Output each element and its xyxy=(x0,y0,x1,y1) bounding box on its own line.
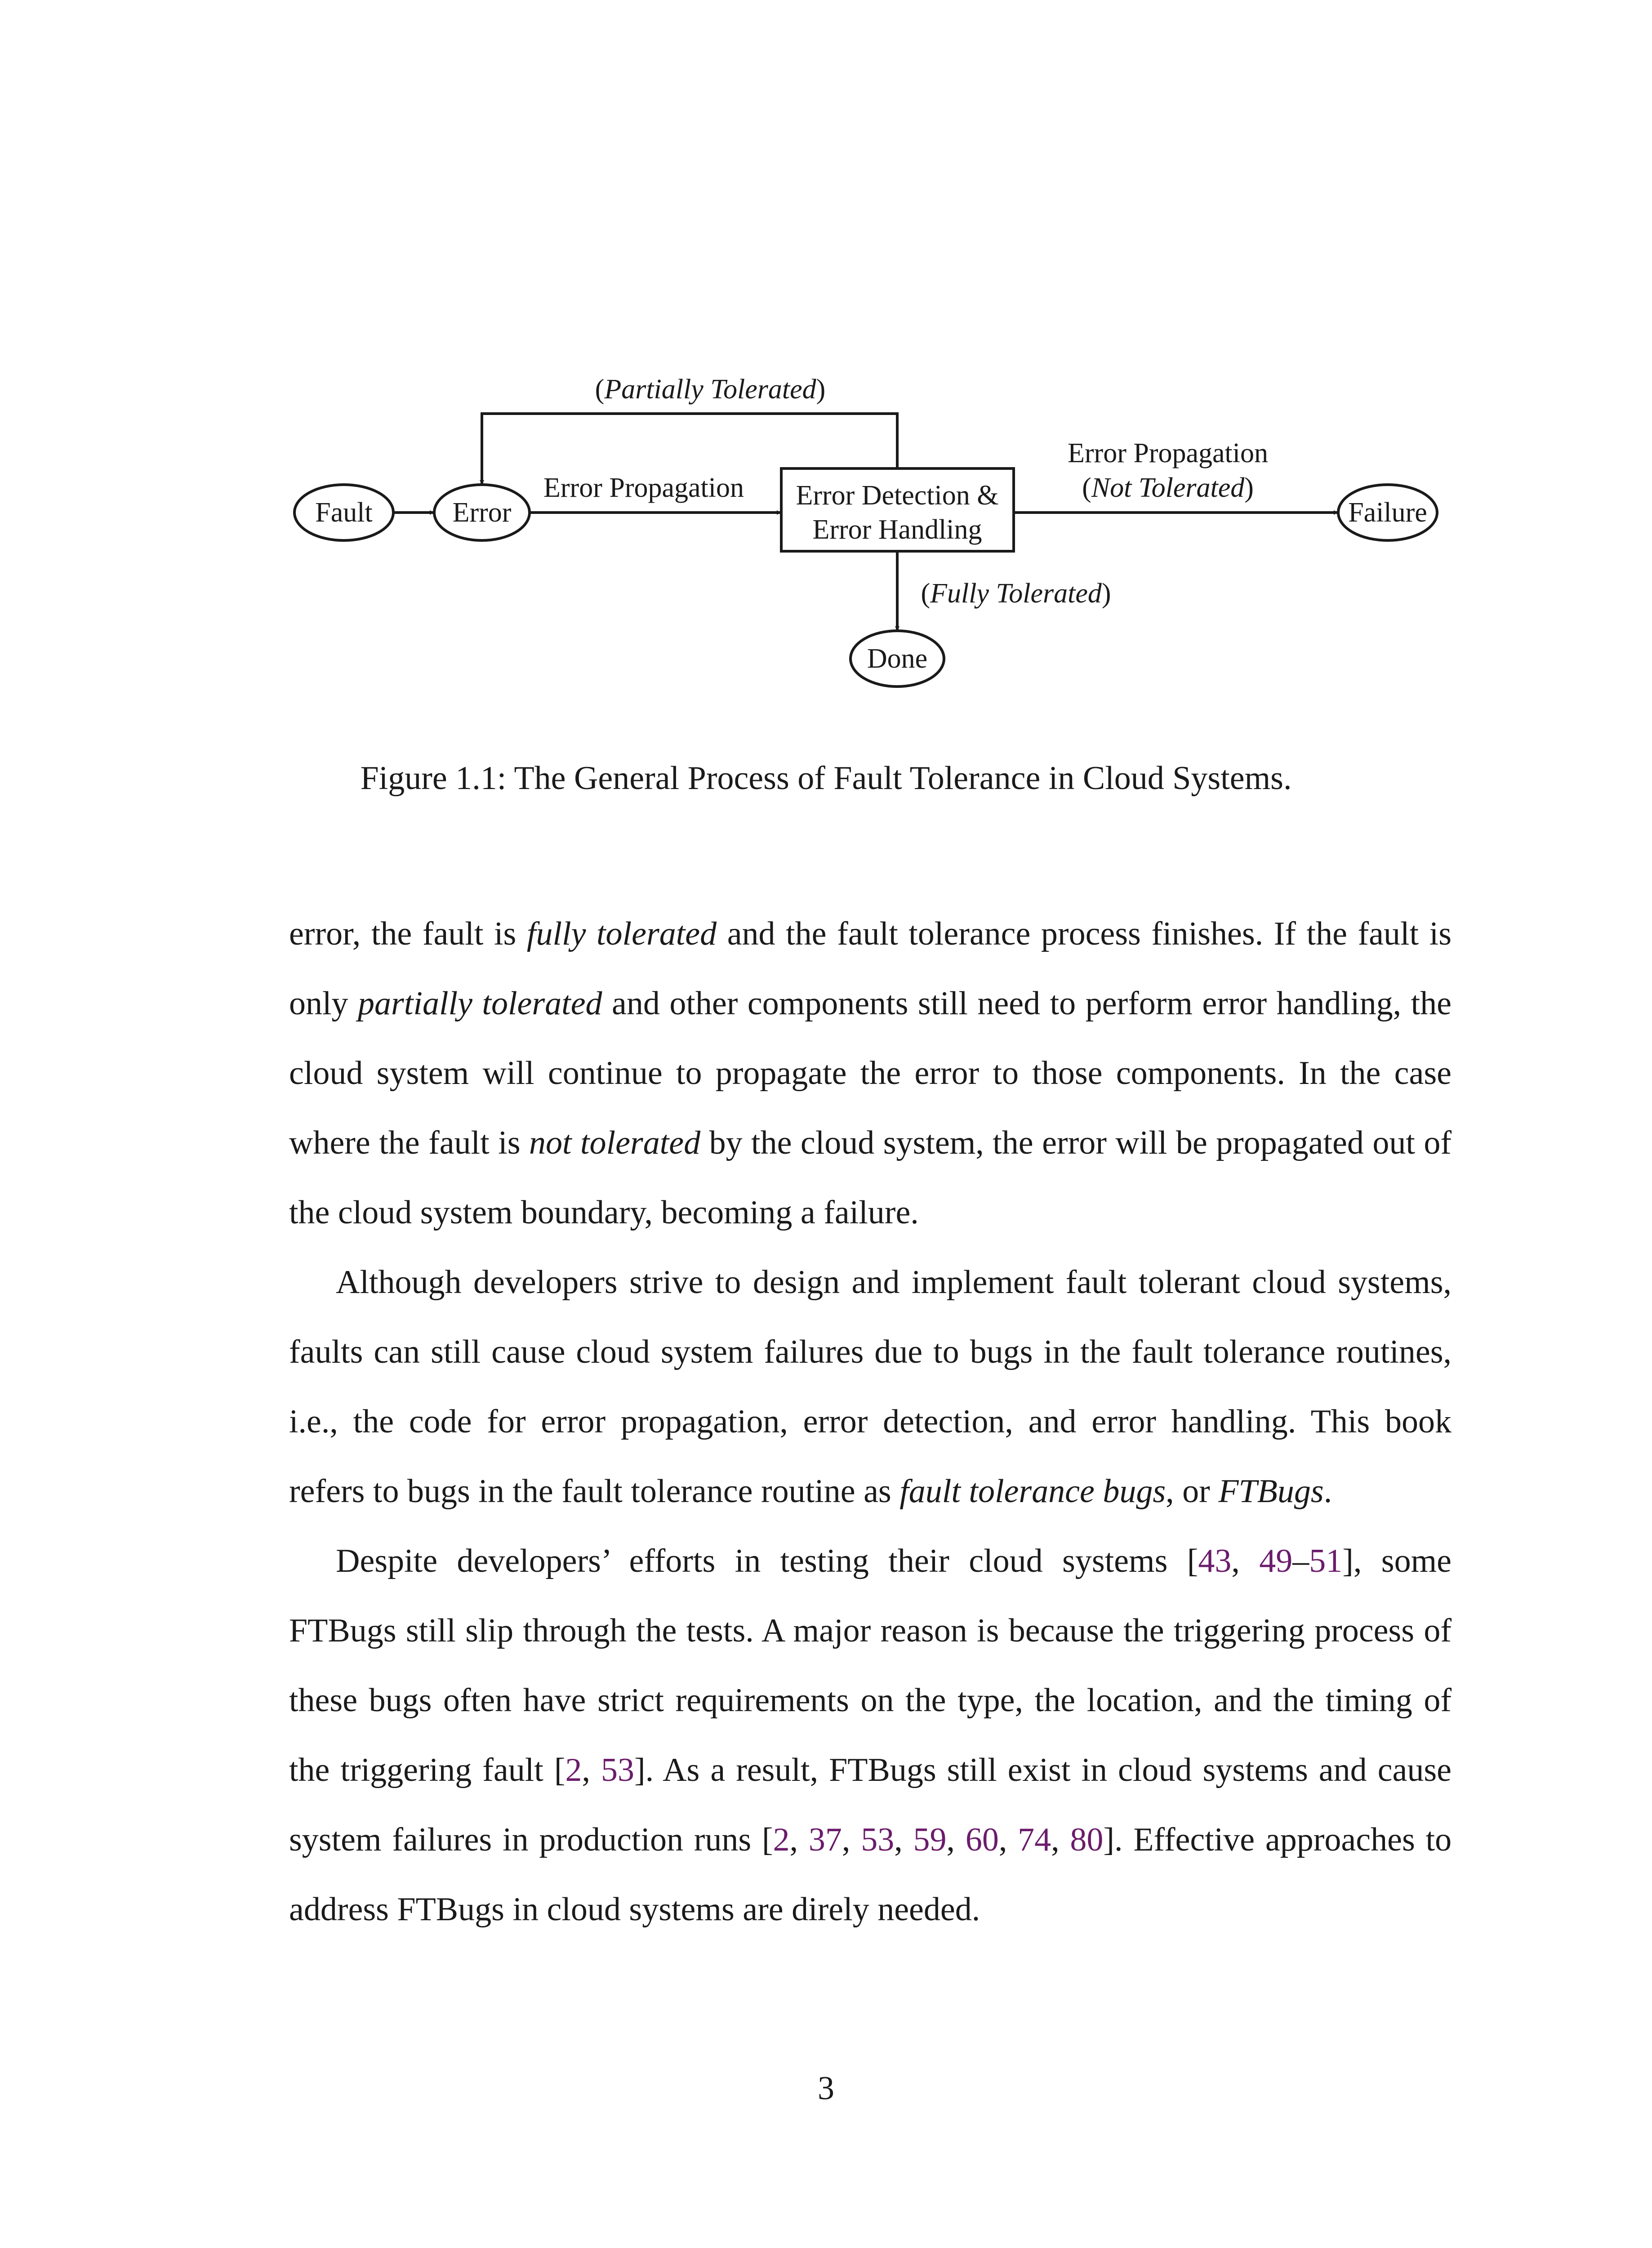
fault-node xyxy=(294,485,393,540)
citation-link[interactable]: 53 xyxy=(601,1752,635,1789)
partially-tolerated-label: (Partially Tolerated) xyxy=(595,374,826,405)
error-propagation-label: Error Propagation xyxy=(543,473,744,503)
paragraph-3: Despite developers’ efforts in testing their cloud systems [43, 49–51], some FTBugs still slip through the tests. A major reason is because the triggering process of these bugs often have strict requirements on the type, the location, and the timing of the triggering fault [2, 53]. As a result, FTBugs still exist in cloud systems and cause system failures in production runs [2, 37, 53, 59, 60, 74, 80]. Effective approaches to address FTBugs in cloud systems are direly needed. xyxy=(289,1543,1452,1928)
error-label: Error xyxy=(452,497,512,528)
not-tolerated-label: (Not Tolerated) xyxy=(1082,473,1254,503)
citation-link[interactable]: 49 xyxy=(1259,1543,1293,1579)
error-propagation-out-label: Error Propagation xyxy=(1068,438,1268,468)
failure-node xyxy=(1338,485,1437,540)
citation-link[interactable]: 53 xyxy=(861,1821,895,1858)
fault-label: Fault xyxy=(315,497,373,528)
paragraph-1: error, the fault is fully tolerated and the fault tolerance process finishes. If the fault is only partially tolerated and other components still need to perform error handling, the cloud system will continue to propagate the error to those components. In the case where the fault is not tolerated by the cloud system, the error will be propagated out of the cloud system boundary, becoming a failure. xyxy=(289,915,1452,1231)
done-label: Done xyxy=(867,643,928,674)
fault-tolerance-diagram xyxy=(0,0,1652,719)
detection-label-line2: Error Handling xyxy=(812,514,982,545)
fully-tolerated-label: (Fully Tolerated) xyxy=(921,578,1111,609)
citation-link[interactable]: 59 xyxy=(913,1821,947,1858)
error-node xyxy=(434,485,530,540)
citation-link[interactable]: 60 xyxy=(965,1821,999,1858)
citation-link[interactable]: 74 xyxy=(1018,1821,1051,1858)
detection-label-line1: Error Detection & xyxy=(796,480,999,511)
figure-caption: Figure 1.1: The General Process of Fault Tolerance in Cloud Systems. xyxy=(360,760,1292,797)
paragraph-2: Although developers strive to design and implement fault tolerant cloud systems, faults can still cause cloud system failures due to bugs in the fault tolerance routines, i.e., the code for error propagation, error detection, and error handling. This book refers to bugs in the fault tolerance routine as fault tolerance bugs, or FTBugs. xyxy=(289,1264,1452,1510)
page-number: 3 xyxy=(818,2070,834,2107)
citation-link[interactable]: 2 xyxy=(565,1752,582,1789)
detection-handling-box xyxy=(781,468,1014,551)
citation-link[interactable]: 2 xyxy=(773,1821,790,1858)
citation-link[interactable]: 37 xyxy=(808,1821,842,1858)
failure-label: Failure xyxy=(1348,497,1427,528)
done-node xyxy=(850,631,944,687)
citation-link[interactable]: 51 xyxy=(1309,1543,1343,1579)
citation-link[interactable]: 43 xyxy=(1198,1543,1232,1579)
body-text xyxy=(289,899,1452,1945)
citation-link[interactable]: 80 xyxy=(1070,1821,1104,1858)
